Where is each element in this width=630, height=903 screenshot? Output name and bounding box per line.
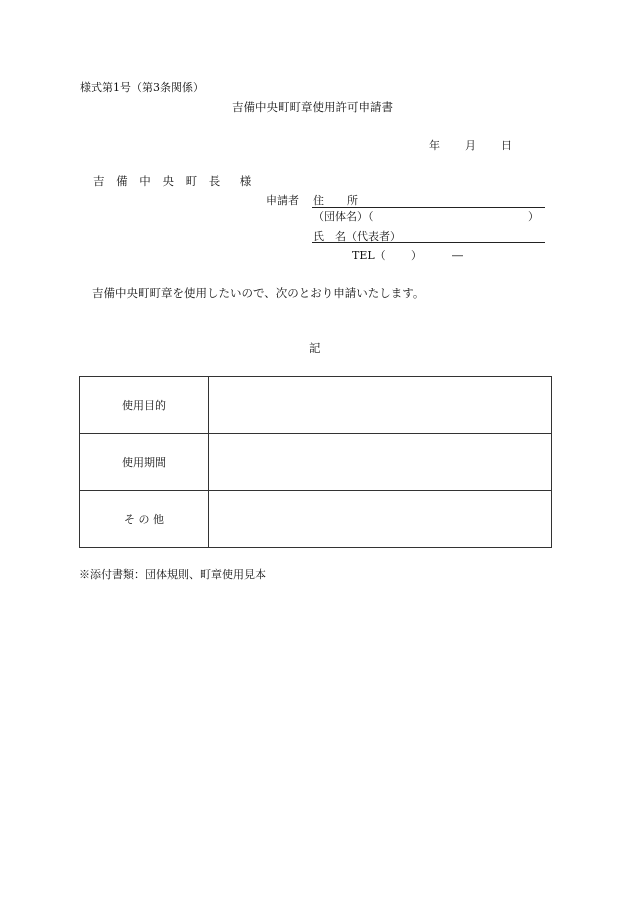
document-title: 吉備中央町町章使用許可申請書 [232, 100, 393, 114]
purpose-label: 使用目的 [80, 377, 209, 434]
name-input-line[interactable] [312, 242, 545, 243]
purpose-value-cell[interactable] [209, 377, 552, 434]
period-label: 使用期間 [80, 434, 209, 491]
group-name-close-paren: ） [528, 210, 539, 223]
request-statement: 吉備中央町町章を使用したいので、次のとおり申請いたします。 [92, 286, 425, 300]
table-row [80, 491, 552, 548]
tel-dash: ― [452, 249, 463, 262]
date-year-label: 年 [429, 139, 440, 152]
date-day-label: 日 [501, 139, 512, 152]
tel-close-paren: ） [411, 249, 422, 262]
period-value-cell[interactable] [209, 434, 552, 491]
attachments-note: ※添付書類：団体規則、町章使用見本 [79, 568, 266, 581]
details-table [79, 376, 552, 548]
tel-label: TEL（ [352, 249, 386, 262]
form-number: 様式第1号（第3条関係） [80, 81, 204, 94]
table-row [80, 377, 552, 434]
applicant-label: 申請者 [266, 194, 299, 207]
date-month-label: 月 [465, 139, 476, 152]
address-label: 住 所 [313, 194, 364, 207]
table-row [80, 434, 552, 491]
other-value-cell[interactable] [209, 491, 552, 548]
addressee: 吉 備 中 央 町 長 様 [93, 174, 256, 188]
ki-heading: 記 [309, 341, 321, 355]
representative-name-label: 氏 名（代表者） [313, 230, 401, 243]
group-name-label: （団体名）（ [313, 210, 374, 223]
other-label: そ の 他 [80, 491, 209, 548]
address-input-line[interactable] [312, 207, 545, 208]
